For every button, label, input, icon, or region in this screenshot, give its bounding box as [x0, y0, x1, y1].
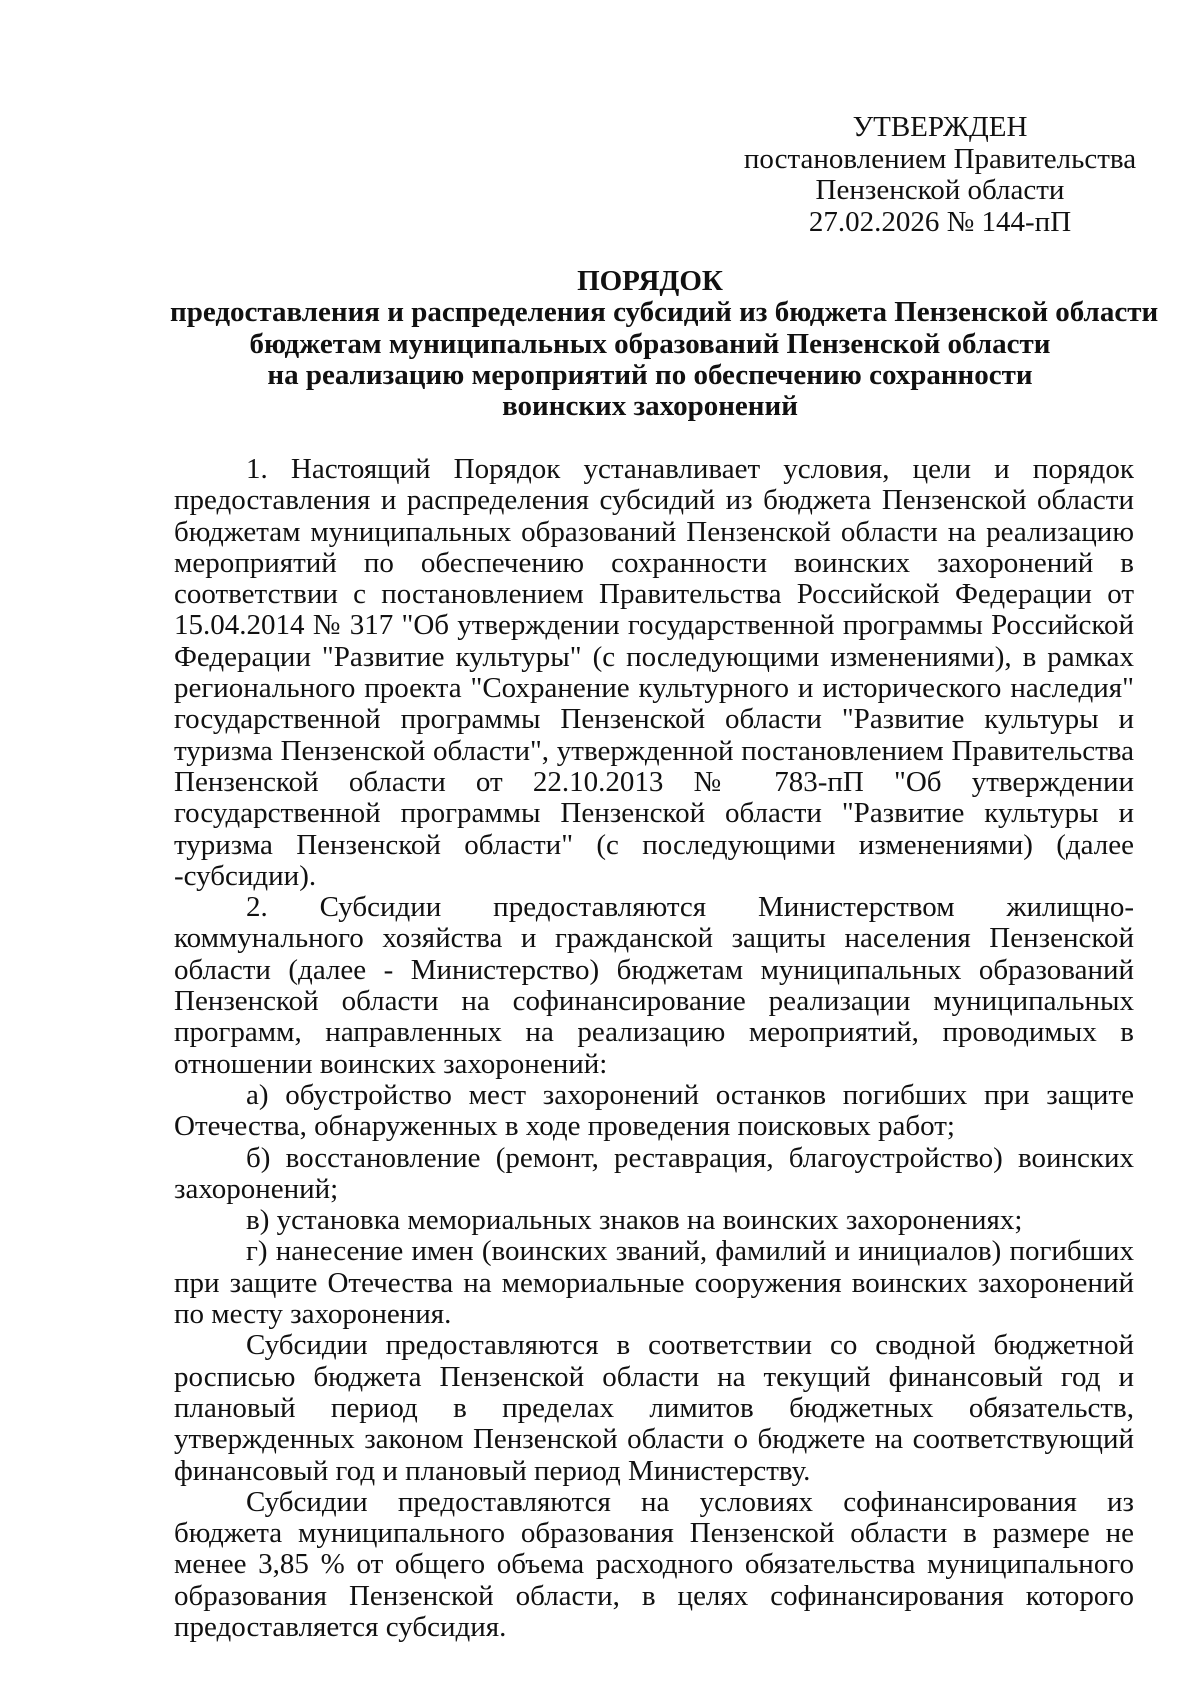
list-item-v: в) установка мемориальных знаков на воинских захоронениях;: [246, 1204, 1023, 1237]
document-subtitle-line: предоставления и распределения субсидий из бюджета Пензенской области: [170, 296, 1159, 329]
document-subtitle-line: воинских захоронений: [502, 390, 798, 423]
document-title: ПОРЯДОК: [577, 265, 723, 297]
list-item-b: б) восстановление (ремонт, реставрация, благоустройство) воинских захоронений;: [174, 1141, 1134, 1205]
paragraph-2: 2. Субсидии предоставляются Министерством жилищно-коммунального хозяйства и гражданской защиты населения Пензенской области (далее - Министерство) бюджетам муниципальных образований Пензенской области на софинансирование реализации муниципальных программ, направленных на реализацию мероприятий, проводимых в отношении воинских захоронений:: [174, 891, 1134, 1080]
paragraph-cofinancing: Субсидии предоставляются на условиях софинансирования из бюджета муниципального образования Пензенской области в размере не менее 3,85 % от общего объема расходного обязательства муниципального образования Пензенской области, в целях софинансирования которого предоставляется субсидия.: [174, 1485, 1134, 1643]
paragraph-budget-limits: Субсидии предоставляются в соответствии со сводной бюджетной росписью бюджета Пензенской области на текущий финансовый год и плановый период в пределах лимитов бюджетных обязательств, утвержденных законом Пензенской области о бюджете на соответствующий финансовый год и плановый период Министерству.: [174, 1329, 1134, 1487]
document-subtitle-line: на реализацию мероприятий по обеспечению сохранности: [267, 358, 1033, 391]
approval-date-number: 27.02.2026 № 144-пП: [808, 205, 1072, 238]
approval-resolution-line: постановлением Правительства: [743, 142, 1137, 175]
list-item-g: г) нанесение имен (воинских званий, фамилий и инициалов) погибших при защите Отечества на мемориальные сооружения воинских захоронений по месту захоронения.: [174, 1235, 1134, 1331]
document-body: [174, 454, 1134, 1643]
paragraph-1: 1. Настоящий Порядок устанавливает условия, цели и порядок предоставления и распределения субсидий из бюджета Пензенской области бюджетам муниципальных образований Пензенской области на реализацию мероприятий по обеспечению сохранности воинских захоронений в соответствии с постановлением Правительства Российской Федерации от 15.04.2014 № 317 "Об утверждении государственной программы Российской Федерации "Развитие культуры" (с последующими изменениями), в рамках регионального проекта "Сохранение культурного и исторического наследия" государственной программы Пензенской области "Развитие культуры и туризма Пензенской области", утвержденной постановлением Правительства Пензенской области от 22.10.2013 № 783-пП "Об утверждении государственной программы Пензенской области "Развитие культуры и туризма Пензенской области" (с последующими изменениями) (далее -субсидии).: [174, 453, 1134, 892]
approval-stamp: [740, 112, 1140, 238]
approval-title: УТВЕРЖДЕН: [852, 111, 1028, 143]
document-heading: [170, 265, 1159, 423]
document-subtitle-line: бюджетам муниципальных образований Пензенской области: [249, 327, 1051, 360]
approval-region-line: Пензенской области: [815, 174, 1065, 206]
list-item-a: а) обустройство мест захоронений останков погибших при защите Отечества, обнаруженных в ходе проведения поисковых работ;: [174, 1078, 1134, 1143]
